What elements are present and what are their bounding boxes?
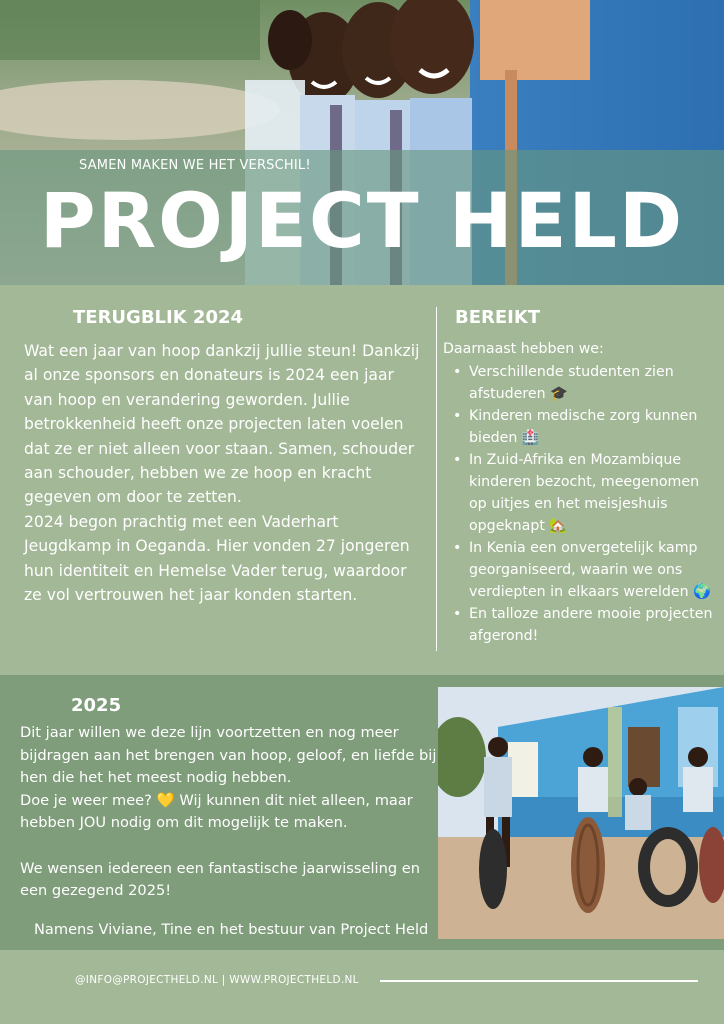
tagline: SAMEN MAKEN WE HET VERSCHIL! xyxy=(79,158,311,173)
list-item: • Kinderen medische zorg kunnen bieden 🏥 xyxy=(450,405,720,449)
hero-banner xyxy=(0,0,724,285)
future-paragraph: Dit jaar willen we deze lijn voortzetten en nog meer bijdragen aan het brengen van hoop, geloof, en liefde bij hen die het het meest nodig hebben. xyxy=(20,724,437,787)
list-item: • Verschillende studenten zien afstuderen 🎓 xyxy=(450,361,720,405)
achieved-list xyxy=(450,361,720,647)
signature: Namens Viviane, Tine en het bestuur van Project Held xyxy=(34,921,429,938)
review-text xyxy=(24,339,424,607)
list-item: • In Zuid-Afrika en Mozambique kinderen bezocht, meegenomen op uitjes en het meisjeshuis opgeknapt 🏡 xyxy=(450,449,720,537)
future-paragraph: We wensen iedereen een fantastische jaarwisseling en een gezegend 2025! xyxy=(20,859,420,900)
achieved-heading: BEREIKT xyxy=(455,307,541,328)
photo-children-with-tyres xyxy=(438,687,724,939)
review-heading: TERUGBLIK 2024 xyxy=(73,307,244,328)
future-text xyxy=(20,722,440,903)
column-divider xyxy=(436,307,437,651)
footer xyxy=(0,950,724,1024)
contact-info[interactable]: @INFO@PROJECTHELD.NL | WWW.PROJECTHELD.NL xyxy=(75,974,359,986)
footer-divider xyxy=(380,980,698,982)
review-paragraph: 2024 begon prachtig met een Vaderhart Jeugdkamp in Oeganda. Hier vonden 27 jongeren hun identiteit en Hemelse Vader terug, waardoor ze vol vertrouwen het jaar konden starten. xyxy=(24,512,410,605)
future-heading: 2025 xyxy=(71,695,122,716)
achieved-intro: Daarnaast hebben we: xyxy=(443,341,604,357)
list-item: • In Kenia een onvergetelijk kamp georganiseerd, waarin we ons verdiepten in elkaars werelden 🌍 xyxy=(450,537,720,603)
future-section xyxy=(0,675,724,950)
list-item: • En talloze andere mooie projecten afgerond! xyxy=(450,603,720,647)
review-paragraph: Wat een jaar van hoop dankzij jullie steun! Dankzij al onze sponsors en donateurs is 2024 een jaar van hoop en verandering geworden. Jullie betrokkenheid heeft onze projecten laten voelen dat ze er niet alleen voor staan. Samen, schouder aan schouder, hebben we ze hoop en kracht gegeven om door te zetten. xyxy=(24,342,420,507)
page-title: PROJECT HELD xyxy=(39,176,685,265)
future-paragraph: Doe je weer mee? 💛 Wij kunnen dit niet alleen, maar hebben JOU nodig om dit mogelijk te maken. xyxy=(20,791,413,832)
review-section xyxy=(0,285,724,675)
